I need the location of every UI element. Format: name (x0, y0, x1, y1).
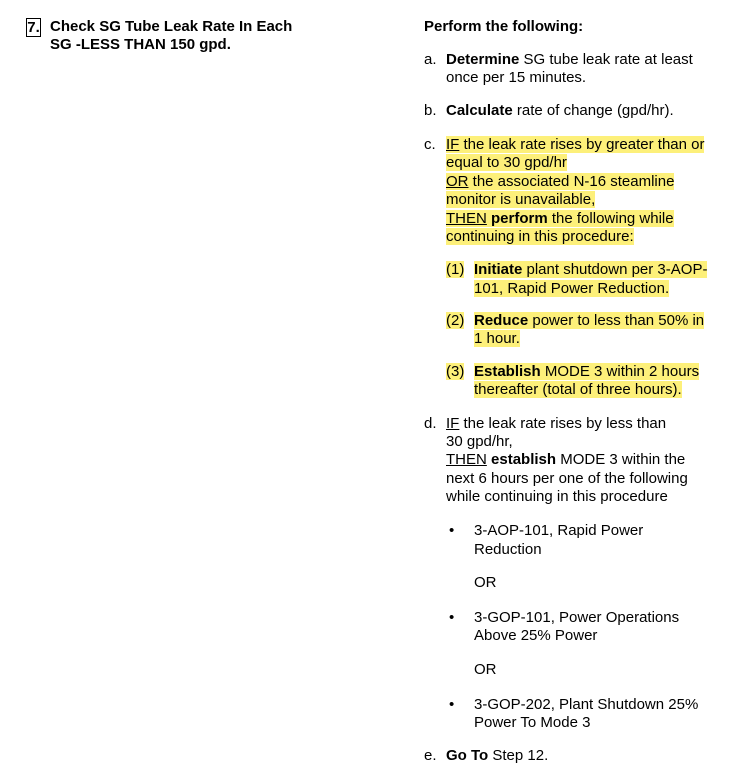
or-1: OR (474, 574, 497, 591)
item-d-line1: IF the leak rate rises by less than (446, 415, 667, 432)
item-c-line6: continuing in this procedure: (446, 228, 634, 245)
bullet-2-glyph: • (449, 609, 455, 626)
item-d-line5: while continuing in this procedure (446, 488, 668, 505)
bullet-1-glyph: • (449, 522, 455, 539)
item-a-line1: Determine SG tube leak rate at least (446, 51, 693, 68)
sub-2-num: (2) (446, 312, 465, 329)
item-a-line2: once per 15 minutes. (446, 69, 587, 86)
bullet-1-line1: 3-AOP-101, Rapid Power (474, 522, 644, 539)
sub-3-line1: Establish MODE 3 within 2 hours (474, 363, 700, 380)
item-a-letter: a. (424, 51, 437, 68)
item-d-letter: d. (424, 415, 437, 432)
item-c-line4: monitor is unavailable, (446, 191, 596, 208)
step-title-line1: Check SG Tube Leak Rate In Each (50, 18, 293, 35)
item-c-letter: c. (424, 136, 436, 153)
step-title-line2: SG -LESS THAN 150 gpd. (50, 36, 231, 53)
item-e-text: Go To Step 12. (446, 747, 549, 764)
sub-3-line2: thereafter (total of three hours). (474, 381, 682, 398)
sub-1-line2: 101, Rapid Power Reduction. (474, 280, 670, 297)
or-2: OR (474, 661, 497, 678)
sub-2-line1: Reduce power to less than 50% in (474, 312, 705, 329)
sub-3-num: (3) (446, 363, 465, 380)
item-c-line1: IF the leak rate rises by greater than or (446, 136, 705, 153)
bullet-3-line1: 3-GOP-202, Plant Shutdown 25% (474, 696, 699, 713)
item-b-text: Calculate rate of change (gpd/hr). (446, 102, 674, 119)
item-b-letter: b. (424, 102, 437, 119)
sub-2-line2: 1 hour. (474, 330, 520, 347)
item-d-line2: 30 gpd/hr, (446, 433, 513, 450)
step-number: 7. (27, 19, 40, 36)
bullet-1-line2: Reduction (474, 541, 542, 558)
item-e-letter: e. (424, 747, 437, 764)
item-c-line2: equal to 30 gpd/hr (446, 154, 567, 171)
response-header: Perform the following: (424, 18, 584, 35)
item-c-line3: OR the associated N-16 steamline (446, 173, 675, 190)
bullet-3-glyph: • (449, 696, 455, 713)
item-d-line4: next 6 hours per one of the following (446, 470, 688, 487)
item-c-line5: THEN perform the following while (446, 210, 674, 227)
bullet-2-line2: Above 25% Power (474, 627, 598, 644)
item-d-line3: THEN establish MODE 3 within the (446, 451, 686, 468)
bullet-2-line1: 3-GOP-101, Power Operations (474, 609, 680, 626)
sub-1-line1: Initiate plant shutdown per 3-AOP- (474, 261, 708, 278)
step-title (50, 18, 292, 54)
bullet-3-line2: Power To Mode 3 (474, 714, 591, 731)
sub-1-num: (1) (446, 261, 465, 278)
